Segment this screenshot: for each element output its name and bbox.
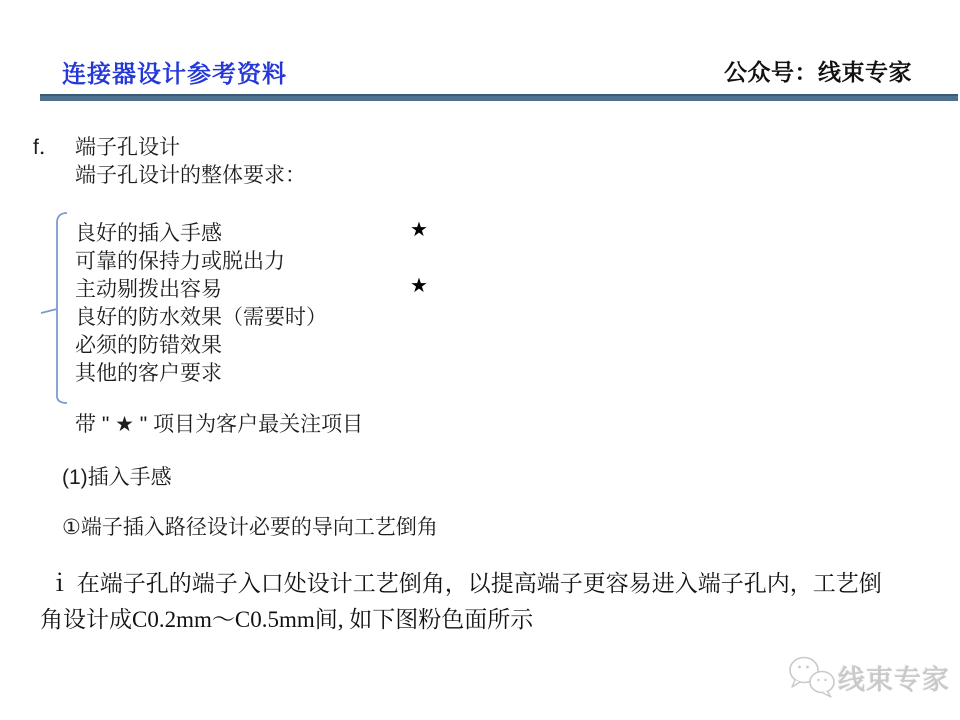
requirement-text: 良好的防水效果（需要时） <box>75 306 327 329</box>
requirements-bracket <box>36 206 76 410</box>
item-heading: (1)插入手感 <box>62 466 172 489</box>
requirement-item <box>75 217 555 247</box>
watermark-logo <box>786 654 950 700</box>
requirement-text: 必须的防错效果 <box>75 334 222 357</box>
header-divider <box>40 94 958 101</box>
star-note: 带 " ★ " 项目为客户最关注项目 <box>75 413 364 436</box>
section-subtitle: 端子孔设计的整体要求： <box>75 164 306 187</box>
star-icon: ★ <box>410 275 428 297</box>
section-letter: f． <box>33 136 60 159</box>
section-title: 端子孔设计 <box>75 136 180 159</box>
section-heading <box>33 131 180 161</box>
requirement-item <box>75 245 555 275</box>
wechat-account-label: 公众号：线束专家 <box>724 60 912 85</box>
paragraph-line-2: 角设计成C0.2mm～C0.5mm间, 如下图粉色面所示 <box>40 607 534 632</box>
page-title: 连接器设计参考资料 <box>62 62 287 88</box>
watermark-text: 线束专家 <box>838 664 950 695</box>
requirement-text: 其他的客户要求 <box>75 362 222 385</box>
wechat-bubbles-icon <box>786 654 838 700</box>
sub-heading: ①端子插入路径设计必要的导向工艺倒角 <box>62 516 438 539</box>
requirement-text: 可靠的保持力或脱出力 <box>75 250 285 273</box>
paragraph-line-1: ｉ 在端子孔的端子入口处设计工艺倒角，以提高端子更容易进入端子孔内，工艺倒 <box>48 571 882 596</box>
star-icon: ★ <box>410 219 428 241</box>
requirement-item <box>75 357 555 387</box>
requirement-text: 良好的插入手感 <box>75 222 222 245</box>
requirement-item <box>75 301 555 331</box>
requirement-item <box>75 329 555 359</box>
requirement-item <box>75 273 555 303</box>
requirement-text: 主动剔拨出容易 <box>75 278 222 301</box>
